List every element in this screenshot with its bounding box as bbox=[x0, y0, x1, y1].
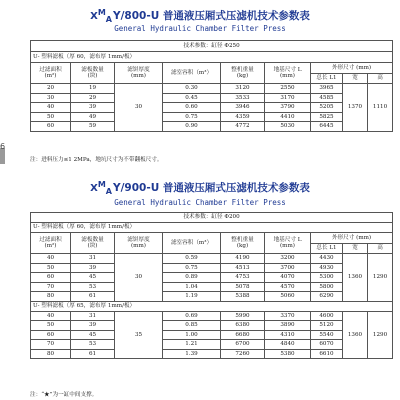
cell-foot: 3370 bbox=[265, 311, 311, 321]
cell-foot: 4570 bbox=[265, 282, 311, 292]
cell-foot: 5060 bbox=[265, 292, 311, 302]
xma-logo: $X^M_A$ bbox=[90, 8, 112, 24]
cell-volume: 0.59 bbox=[163, 254, 221, 264]
cell-area: 60 bbox=[31, 122, 71, 132]
header-weight: 整机重量 (kg) bbox=[221, 63, 265, 84]
cell-weight: 7260 bbox=[221, 349, 265, 359]
cell-volume: 0.69 bbox=[163, 311, 221, 321]
cell-area: 60 bbox=[31, 273, 71, 283]
table1-note: 注：进料压力≤1 2MPa，地坑尺寸为不带翻板尺寸。 bbox=[30, 157, 163, 163]
cell-weight: 4753 bbox=[221, 273, 265, 283]
cell-foot: 3790 bbox=[265, 103, 311, 113]
cell-weight: 3120 bbox=[221, 84, 265, 94]
header-plates: 滤板数量 (块) bbox=[71, 63, 115, 84]
cell-plates: 39 bbox=[71, 103, 115, 113]
cell-area: 60 bbox=[31, 330, 71, 340]
section-label: U- 塑料滤板（厚 60，滤布厚 1mm/板） bbox=[31, 223, 393, 233]
cell-plates: 45 bbox=[71, 330, 115, 340]
cell-volume: 0.60 bbox=[163, 103, 221, 113]
header-width: 宽 bbox=[343, 74, 368, 84]
cell-weight: 6680 bbox=[221, 330, 265, 340]
cell-volume: 0.90 bbox=[163, 122, 221, 132]
cell-plates: 31 bbox=[71, 254, 115, 264]
cell-area: 70 bbox=[31, 340, 71, 350]
table2-title: $X^M_AY/900-U$ 普通液压厢式压滤机技术参数表 bbox=[90, 180, 310, 196]
cell-weight: 3946 bbox=[221, 103, 265, 113]
cell-total: 5825 bbox=[311, 112, 343, 122]
cell-area: 80 bbox=[31, 349, 71, 359]
cell-volume: 1.19 bbox=[163, 292, 221, 302]
cell-height: 1290 bbox=[368, 254, 393, 302]
header-cake: 滤饼厚度 (mm) bbox=[115, 63, 163, 84]
cell-total: 6070 bbox=[311, 340, 343, 350]
cell-width: 1360 bbox=[343, 311, 368, 359]
header-plates: 滤板数量 (块) bbox=[71, 233, 115, 254]
cell-total: 5800 bbox=[311, 282, 343, 292]
cell-foot: 3200 bbox=[265, 254, 311, 264]
header-volume: 滤室容积（m³） bbox=[163, 63, 221, 84]
cell-weight: 5990 bbox=[221, 311, 265, 321]
table2-subtitle: General Hydraulic Chamber Filter Press bbox=[114, 198, 286, 207]
cell-plates: 59 bbox=[71, 122, 115, 132]
table1-title: $X^M_AY/800-U$ 普通液压厢式压滤机技术参数表 bbox=[90, 8, 310, 24]
cell-area: 40 bbox=[31, 103, 71, 113]
tech-params: 技术参数：缸径 Φ250 bbox=[31, 41, 393, 52]
cell-foot: 4070 bbox=[265, 273, 311, 283]
cell-cake: 30 bbox=[115, 254, 163, 302]
cell-plates: 19 bbox=[71, 84, 115, 94]
header-height: 高 bbox=[368, 244, 393, 254]
cell-volume: 0.75 bbox=[163, 263, 221, 273]
table2-note: 注：“★”为一缸中间支撑。 bbox=[30, 392, 98, 398]
cell-weight: 4513 bbox=[221, 263, 265, 273]
cell-volume: 0.75 bbox=[163, 112, 221, 122]
tech-params: 技术参数：缸径 Φ200 bbox=[31, 213, 393, 223]
cell-total: 6610 bbox=[311, 349, 343, 359]
cell-weight: 4190 bbox=[221, 254, 265, 264]
header-foot: 地基尺寸 L (mm) bbox=[265, 63, 311, 84]
cell-total: 4430 bbox=[311, 254, 343, 264]
table1-subtitle: General Hydraulic Chamber Filter Press bbox=[114, 24, 286, 33]
table1-spec-table bbox=[30, 40, 393, 132]
cell-total: 4930 bbox=[311, 263, 343, 273]
cell-total: 6445 bbox=[311, 122, 343, 132]
cell-volume: 0.45 bbox=[163, 93, 221, 103]
cell-foot: 2550 bbox=[265, 84, 311, 94]
cell-weight: 6380 bbox=[221, 321, 265, 331]
cell-weight: 3533 bbox=[221, 93, 265, 103]
page-edge-number: 6 bbox=[0, 142, 6, 151]
cell-total: 5540 bbox=[311, 330, 343, 340]
header-cake: 滤饼厚度 (mm) bbox=[115, 233, 163, 254]
cell-area: 50 bbox=[31, 263, 71, 273]
cell-weight: 6700 bbox=[221, 340, 265, 350]
cell-foot: 3170 bbox=[265, 93, 311, 103]
header-volume: 滤室容积（m³） bbox=[163, 233, 221, 254]
header-outer: 外形尺寸 (mm) bbox=[311, 63, 393, 74]
cell-weight: 5388 bbox=[221, 292, 265, 302]
header-foot: 地基尺寸 L (mm) bbox=[265, 233, 311, 254]
cell-volume: 1.21 bbox=[163, 340, 221, 350]
cell-area: 50 bbox=[31, 112, 71, 122]
cell-plates: 61 bbox=[71, 349, 115, 359]
header-area: 过滤面积 (m²) bbox=[31, 233, 71, 254]
header-total-length: 总长 L1 bbox=[311, 74, 343, 84]
section-label: U- 塑料滤板（厚 65，滤布厚 1mm/板） bbox=[31, 301, 393, 311]
cell-foot: 3890 bbox=[265, 321, 311, 331]
cell-volume: 1.39 bbox=[163, 349, 221, 359]
cell-volume: 1.04 bbox=[163, 282, 221, 292]
cell-plates: 45 bbox=[71, 273, 115, 283]
cell-area: 80 bbox=[31, 292, 71, 302]
cell-weight: 4359 bbox=[221, 112, 265, 122]
cell-area: 40 bbox=[31, 254, 71, 264]
cell-weight: 5078 bbox=[221, 282, 265, 292]
header-outer: 外形尺寸 (mm) bbox=[311, 233, 393, 244]
cell-foot: 4310 bbox=[265, 330, 311, 340]
cell-plates: 39 bbox=[71, 321, 115, 331]
cell-volume: 0.30 bbox=[163, 84, 221, 94]
xma-logo: $X^M_A$ bbox=[90, 180, 112, 196]
cell-plates: 31 bbox=[71, 311, 115, 321]
cell-area: 70 bbox=[31, 282, 71, 292]
cell-area: 50 bbox=[31, 321, 71, 331]
cell-foot: 4410 bbox=[265, 112, 311, 122]
cell-total: 5300 bbox=[311, 273, 343, 283]
header-area: 过滤面积 (m²) bbox=[31, 63, 71, 84]
cell-plates: 53 bbox=[71, 282, 115, 292]
cell-volume: 1.00 bbox=[163, 330, 221, 340]
header-total-length: 总长 L1 bbox=[311, 244, 343, 254]
cell-volume: 0.89 bbox=[163, 273, 221, 283]
cell-total: 5205 bbox=[311, 103, 343, 113]
cell-foot: 3700 bbox=[265, 263, 311, 273]
cell-total: 4600 bbox=[311, 311, 343, 321]
header-height: 高 bbox=[368, 74, 393, 84]
cell-height: 1110 bbox=[368, 84, 393, 132]
cell-area: 40 bbox=[31, 311, 71, 321]
header-weight: 整机重量 (kg) bbox=[221, 233, 265, 254]
cell-volume: 0.85 bbox=[163, 321, 221, 331]
cell-width: 1370 bbox=[343, 84, 368, 132]
section-label: U- 塑料滤板（厚 60，滤布厚 1mm/板） bbox=[31, 52, 393, 63]
cell-width: 1360 bbox=[343, 254, 368, 302]
cell-total: 4585 bbox=[311, 93, 343, 103]
cell-weight: 4772 bbox=[221, 122, 265, 132]
cell-foot: 4840 bbox=[265, 340, 311, 350]
cell-plates: 53 bbox=[71, 340, 115, 350]
cell-foot: 5380 bbox=[265, 349, 311, 359]
cell-total: 5120 bbox=[311, 321, 343, 331]
cell-height: 1290 bbox=[368, 311, 393, 359]
cell-total: 3965 bbox=[311, 84, 343, 94]
cell-total: 6290 bbox=[311, 292, 343, 302]
table2-spec-table bbox=[30, 212, 393, 359]
cell-plates: 29 bbox=[71, 93, 115, 103]
cell-foot: 5030 bbox=[265, 122, 311, 132]
cell-cake: 30 bbox=[115, 84, 163, 132]
cell-area: 20 bbox=[31, 84, 71, 94]
header-width: 宽 bbox=[343, 244, 368, 254]
cell-plates: 49 bbox=[71, 112, 115, 122]
cell-area: 30 bbox=[31, 93, 71, 103]
cell-plates: 39 bbox=[71, 263, 115, 273]
cell-plates: 61 bbox=[71, 292, 115, 302]
cell-cake: 35 bbox=[115, 311, 163, 359]
